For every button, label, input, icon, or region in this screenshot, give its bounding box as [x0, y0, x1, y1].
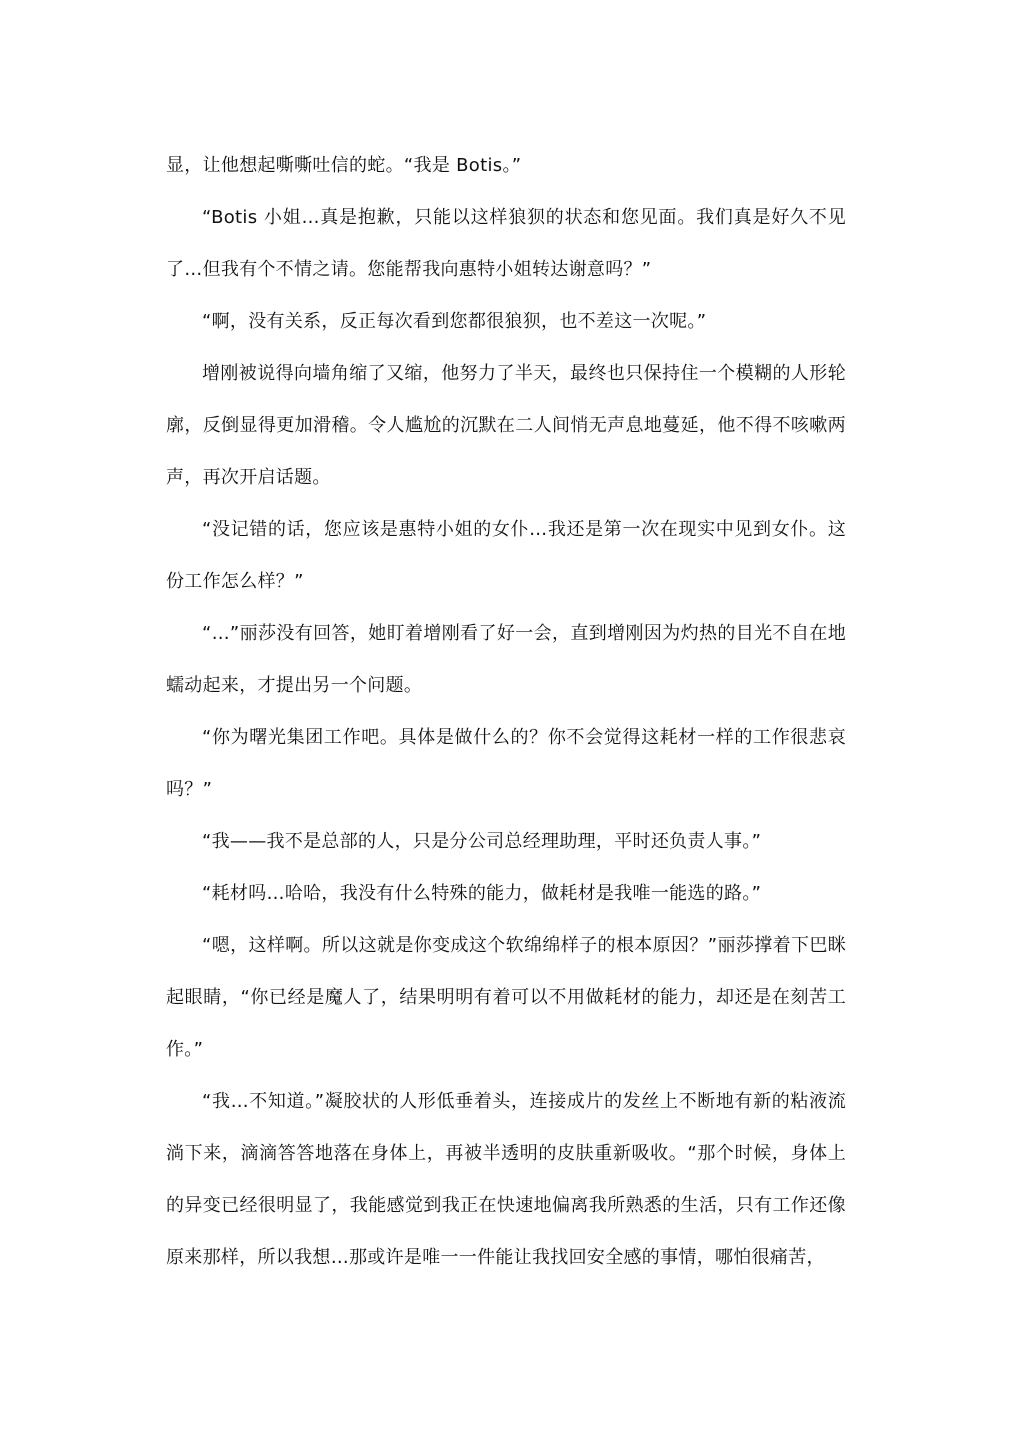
paragraph: “我…不知道。”凝胶状的人形低垂着头，连接成片的发丝上不断地有新的粘液流淌下来，滴滴答答地落在身体上，再被半透明的皮肤重新吸收。“那个时候，身体上的异变已经很明显了，我能感觉到我正在快速地偏离我所熟悉的生活，只有工作还像原来那样，所以我想…那或许是唯一一件能让我找回安全感的事情，哪怕很痛苦， — [166, 1091, 846, 1268]
paragraph: “Botis 小姐…真是抱歉，只能以这样狼狈的状态和您见面。我们真是好久不见了…但我有个不情之请。您能帮我向惠特小姐转达谢意吗？” — [166, 207, 846, 280]
body-text — [166, 140, 846, 1284]
paragraph: 增刚被说得向墙角缩了又缩，他努力了半天，最终也只保持住一个模糊的人形轮廓，反倒显得更加滑稽。令人尴尬的沉默在二人间悄无声息地蔓延，他不得不咳嗽两声，再次开启话题。 — [166, 363, 846, 488]
paragraph: “没记错的话，您应该是惠特小姐的女仆…我还是第一次在现实中见到女仆。这份工作怎么样？” — [166, 519, 846, 592]
paragraph: “…”丽莎没有回答，她盯着增刚看了好一会，直到增刚因为灼热的目光不自在地蠕动起来，才提出另一个问题。 — [166, 623, 846, 696]
paragraph: “我——我不是总部的人，只是分公司总经理助理，平时还负责人事。” — [202, 831, 762, 852]
paragraph: “耗材吗…哈哈，我没有什么特殊的能力，做耗材是我唯一能选的路。” — [202, 883, 762, 904]
paragraph: “嗯，这样啊。所以这就是你变成这个软绵绵样子的根本原因？”丽莎撑着下巴眯起眼睛，“你已经是魔人了，结果明明有着可以不用做耗材的能力，却还是在刻苦工作。” — [166, 935, 846, 1060]
paragraph: 显，让他想起嘶嘶吐信的蛇。“我是 Botis。” — [166, 155, 522, 176]
paragraph: “你为曙光集团工作吧。具体是做什么的？你不会觉得这耗材一样的工作很悲哀吗？” — [166, 727, 846, 800]
paragraph: “啊，没有关系，反正每次看到您都很狼狈，也不差这一次呢。” — [202, 311, 707, 332]
